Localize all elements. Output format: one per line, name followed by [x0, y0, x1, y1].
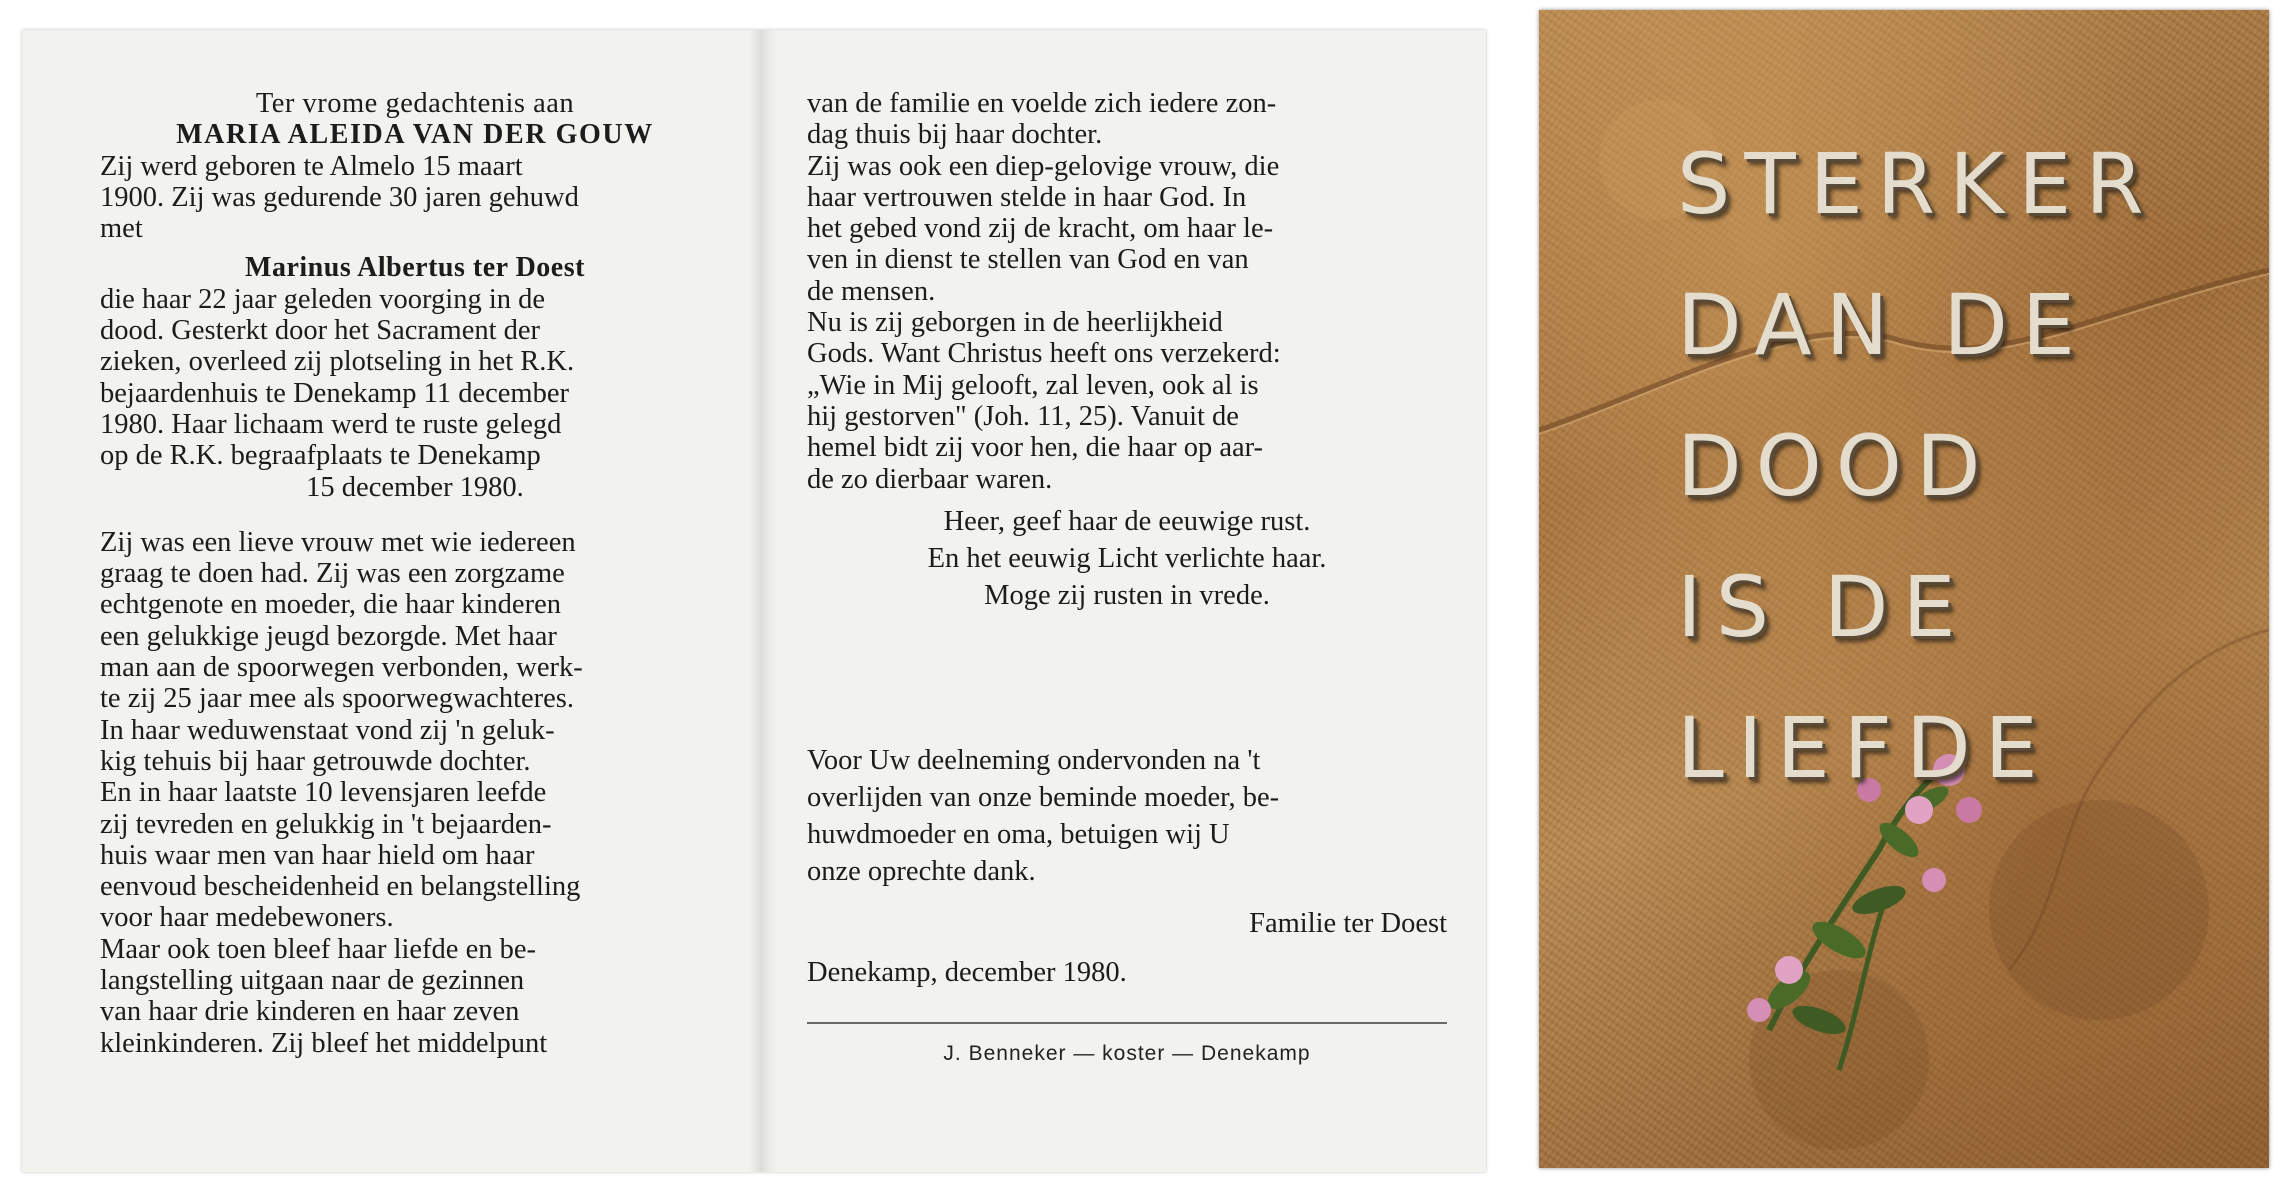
spouse-name: Marinus Albertus ter Doest	[245, 252, 585, 284]
prayer-line: Moge zij rusten in vrede.	[984, 579, 1270, 611]
burial-date: 15 december 1980.	[306, 471, 524, 503]
text-line: graag te doen had. Zij was een zorgzame	[100, 558, 565, 590]
text-line: Zij was ook een diep-gelovige vrouw, die	[807, 150, 1280, 182]
text-line: echtgenote en moeder, die haar kinderen	[100, 589, 561, 621]
memorial-card-inside	[22, 30, 1486, 1172]
faith-paragraph	[807, 88, 1447, 495]
text-line: Voor Uw deelneming ondervonden na 't	[807, 744, 1261, 776]
text-line: onze oprechte dank.	[807, 855, 1036, 887]
motto-line: LIEFDE	[1677, 699, 2052, 797]
life-paragraph	[100, 527, 730, 1059]
text-line: zieken, overleed zij plotseling in het R.K.	[100, 346, 575, 378]
text-line: hij gestorven" (Joh. 11, 25). Vanuit de	[807, 400, 1239, 432]
text-line: op de R.K. begraafplaats te Denekamp	[100, 440, 541, 472]
text-line: dood. Gesterkt door het Sacrament der	[100, 315, 541, 347]
text-line: met	[100, 213, 143, 245]
text-line: te zij 25 jaar mee als spoorwegwachteres.	[100, 683, 575, 715]
text-line: van haar drie kinderen en haar zeven	[100, 996, 520, 1028]
text-line: 1980. Haar lichaam werd te ruste gelegd	[100, 408, 562, 440]
text-line: „Wie in Mij gelooft, zal leven, ook al is	[807, 369, 1259, 401]
text-line: de mensen.	[807, 275, 936, 307]
text-line: In haar weduwenstaat vond zij 'n geluk-	[100, 714, 555, 746]
text-line: de zo dierbaar waren.	[807, 463, 1053, 495]
text-line: het gebed vond zij de kracht, om haar le-	[807, 213, 1274, 245]
text-line: haar vertrouwen stelde in haar God. In	[807, 181, 1247, 213]
printer-credit: J. Benneker — koster — Denekamp	[943, 1042, 1311, 1066]
text-line: man aan de spoorwegen verbonden, werk-	[100, 652, 583, 684]
text-line: Zij was een lieve vrouw met wie iedereen	[100, 526, 576, 558]
prayer-line: En het eeuwig Licht verlichte haar.	[927, 542, 1327, 574]
card-fold	[749, 30, 777, 1172]
motto-line: DAN DE	[1677, 276, 2089, 374]
text-line: langstelling uitgaan naar de gezinnen	[100, 965, 525, 997]
text-line: dag thuis bij haar dochter.	[807, 119, 1103, 151]
left-page	[100, 88, 730, 1059]
text-line: een gelukkige jeugd bezorgde. Met haar	[100, 620, 557, 652]
text-line: En in haar laatste 10 levensjaren leefde	[100, 777, 547, 809]
motto-line: DOOD	[1677, 417, 1995, 515]
text-line: 1900. Zij was gedurende 30 jaren gehuwd	[100, 181, 579, 213]
text-line: Maar ook toen bleef haar liefde en be-	[100, 933, 536, 965]
text-line: overlijden van onze beminde moeder, be-	[807, 781, 1280, 813]
text-line: huis waar men van haar hield om haar	[100, 839, 535, 871]
text-line: hemel bidt zij voor hen, die haar op aar-	[807, 432, 1264, 464]
text-line: Zij werd geboren te Almelo 15 maart	[100, 150, 523, 182]
text-line: die haar 22 jaar geleden voorging in de	[100, 283, 546, 315]
family-signature: Familie ter Doest	[1249, 907, 1447, 939]
motto-text	[1677, 114, 2237, 819]
text-line: Nu is zij geborgen in de heerlijkheid	[807, 307, 1223, 339]
intro-line: Ter vrome gedachtenis aan	[255, 88, 575, 119]
prayer	[807, 503, 1447, 614]
right-page	[807, 88, 1447, 1070]
text-line: kig tehuis bij haar getrouwde dochter.	[100, 745, 531, 777]
cover-photo	[1539, 10, 2269, 1168]
text-line: kleinkinderen. Zij bleef het middelpunt	[100, 1027, 548, 1059]
birth-paragraph	[100, 151, 730, 245]
text-line: huwdmoeder en oma, betuigen wij U	[807, 818, 1230, 850]
motto-line: IS DE	[1677, 558, 1970, 656]
text-line: van de familie en voelde zich iedere zon-	[807, 88, 1277, 119]
death-paragraph	[100, 284, 730, 503]
place-date: Denekamp, december 1980.	[807, 957, 1127, 989]
divider	[807, 1022, 1447, 1024]
thanks-paragraph	[807, 742, 1447, 890]
motto-line: STERKER	[1677, 135, 2158, 233]
text-line: ven in dienst te stellen van God en van	[807, 244, 1249, 276]
deceased-name: MARIA ALEIDA VAN DER GOUW	[176, 119, 654, 151]
text-line: Gods. Want Christus heeft ons verzekerd:	[807, 338, 1281, 370]
text-line: bejaardenhuis te Denekamp 11 december	[100, 377, 569, 409]
text-line: eenvoud bescheidenheid en belangstelling	[100, 871, 581, 903]
prayer-line: Heer, geef haar de eeuwige rust.	[943, 505, 1311, 537]
text-line: zij tevreden en gelukkig in 't bejaarden-	[100, 808, 552, 840]
text-line: voor haar medebewoners.	[100, 902, 394, 934]
